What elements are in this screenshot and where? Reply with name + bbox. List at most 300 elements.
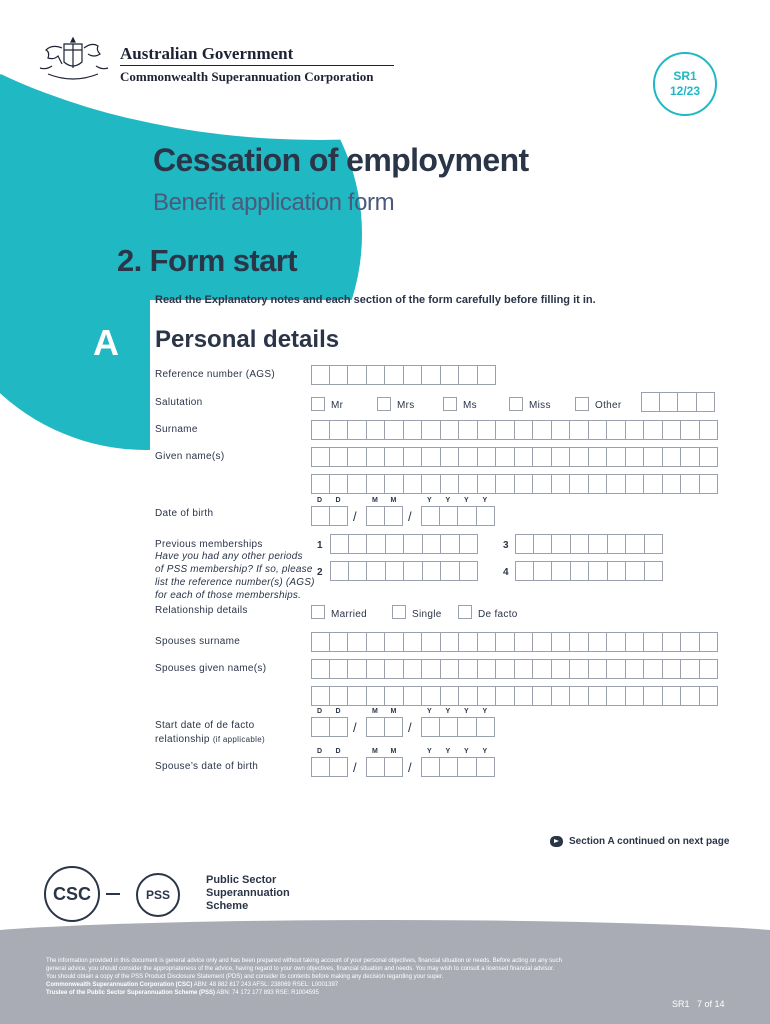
- input-cell[interactable]: [607, 659, 626, 679]
- input-cell[interactable]: [589, 534, 608, 554]
- pss-name-line: Scheme: [206, 900, 249, 912]
- input-cell[interactable]: [423, 534, 442, 554]
- input-cell[interactable]: [496, 659, 515, 679]
- section-letter: A: [93, 322, 119, 363]
- input-cell[interactable]: [644, 420, 663, 440]
- input-cell[interactable]: [478, 686, 497, 706]
- csc-details: ABN: 48 882 817 243 AFSL: 238069 RSEL: L0001397: [193, 982, 339, 988]
- input-cell[interactable]: [515, 474, 534, 494]
- input-cell[interactable]: [663, 632, 682, 652]
- input-cell[interactable]: [458, 757, 477, 777]
- input-cell[interactable]: [330, 534, 349, 554]
- input-cell[interactable]: [571, 561, 590, 581]
- hint-line: of PSS membership? If so, please: [155, 564, 313, 575]
- input-cell[interactable]: [311, 447, 330, 467]
- input-cell[interactable]: [700, 420, 719, 440]
- hint-line: list the reference number(s) (AGS): [155, 577, 315, 588]
- input-cell[interactable]: [386, 534, 405, 554]
- input-cell[interactable]: [644, 632, 663, 652]
- continued-text: Section A continued on next page: [569, 836, 730, 848]
- form-version: 12/23: [669, 84, 701, 98]
- input-cell[interactable]: [626, 659, 645, 679]
- de-facto-relationship-text: relationship: [155, 734, 210, 745]
- date-format-hint: Y: [427, 497, 433, 504]
- input-cell[interactable]: [348, 474, 367, 494]
- input-cell[interactable]: [681, 474, 700, 494]
- page-subtitle: Benefit application form: [153, 189, 395, 216]
- month-input[interactable]: [366, 757, 403, 777]
- salutation-mr-label: Mr: [331, 400, 344, 411]
- input-cell[interactable]: [458, 506, 477, 526]
- spouses-given-names-input-line1[interactable]: [311, 659, 718, 679]
- input-cell[interactable]: [366, 757, 385, 777]
- given-names-input-line1[interactable]: [311, 447, 718, 467]
- input-cell[interactable]: [385, 757, 404, 777]
- input-cell[interactable]: [367, 447, 386, 467]
- date-format-hint: Y: [464, 497, 470, 504]
- input-cell[interactable]: [552, 561, 571, 581]
- trustee-label: Trustee of the Public Sector Superannuation Scheme (PSS): [46, 990, 216, 996]
- input-cell[interactable]: [385, 447, 404, 467]
- input-cell[interactable]: [626, 447, 645, 467]
- membership-1-input[interactable]: [330, 534, 478, 554]
- date-separator: /: [408, 509, 412, 524]
- membership-number-3: 3: [503, 540, 509, 551]
- date-separator: /: [353, 509, 357, 524]
- salutation-miss-checkbox[interactable]: [509, 397, 523, 411]
- input-cell[interactable]: [681, 447, 700, 467]
- input-cell[interactable]: [441, 561, 460, 581]
- reference-number-input[interactable]: [311, 365, 496, 385]
- date-format-hint: M: [390, 748, 397, 755]
- input-cell[interactable]: [552, 686, 571, 706]
- input-cell[interactable]: [663, 420, 682, 440]
- input-cell[interactable]: [367, 659, 386, 679]
- de-facto-note: (if applicable): [212, 735, 265, 744]
- membership-4-input[interactable]: [515, 561, 663, 581]
- input-cell[interactable]: [441, 365, 460, 385]
- input-cell[interactable]: [459, 686, 478, 706]
- pss-logo: PSS: [136, 873, 180, 917]
- input-cell[interactable]: [459, 659, 478, 679]
- input-cell[interactable]: [441, 632, 460, 652]
- input-cell[interactable]: [700, 686, 719, 706]
- input-cell[interactable]: [385, 632, 404, 652]
- input-cell[interactable]: [385, 365, 404, 385]
- input-cell[interactable]: [552, 534, 571, 554]
- input-cell[interactable]: [367, 420, 386, 440]
- input-cell[interactable]: [459, 447, 478, 467]
- page-title: Cessation of employment: [153, 142, 529, 178]
- input-cell[interactable]: [681, 632, 700, 652]
- salutation-mrs-checkbox[interactable]: [377, 397, 391, 411]
- input-cell[interactable]: [570, 474, 589, 494]
- salutation-mrs-label: Mrs: [397, 400, 415, 411]
- input-cell[interactable]: [607, 632, 626, 652]
- date-format-hint: Y: [427, 748, 433, 755]
- input-cell[interactable]: [330, 632, 349, 652]
- input-cell[interactable]: [700, 447, 719, 467]
- input-cell[interactable]: [681, 659, 700, 679]
- input-cell[interactable]: [311, 365, 330, 385]
- input-cell[interactable]: [571, 534, 590, 554]
- input-cell[interactable]: [626, 474, 645, 494]
- input-cell[interactable]: [422, 632, 441, 652]
- input-cell[interactable]: [496, 686, 515, 706]
- input-cell[interactable]: [660, 392, 679, 412]
- input-cell[interactable]: [423, 561, 442, 581]
- input-cell[interactable]: [533, 474, 552, 494]
- relationship-details-label: Relationship details: [155, 605, 248, 616]
- input-cell[interactable]: [477, 757, 496, 777]
- membership-number-2: 2: [317, 567, 323, 578]
- csc-details-line: [46, 981, 696, 989]
- input-cell[interactable]: [663, 447, 682, 467]
- input-cell[interactable]: [367, 365, 386, 385]
- input-cell[interactable]: [478, 659, 497, 679]
- csc-label: Commonwealth Superannuation Corporation (CSC): [46, 982, 193, 988]
- input-cell[interactable]: [385, 717, 404, 737]
- input-cell[interactable]: [460, 561, 479, 581]
- hint-line: Have you had any other periods: [155, 551, 303, 562]
- relationship-defacto-checkbox[interactable]: [458, 605, 472, 619]
- input-cell[interactable]: [478, 632, 497, 652]
- input-cell[interactable]: [441, 659, 460, 679]
- date-separator: /: [408, 760, 412, 775]
- input-cell[interactable]: [330, 506, 349, 526]
- input-cell[interactable]: [478, 447, 497, 467]
- input-cell[interactable]: [348, 632, 367, 652]
- date-of-birth-label: Date of birth: [155, 508, 214, 519]
- input-cell[interactable]: [385, 506, 404, 526]
- input-cell[interactable]: [478, 365, 497, 385]
- input-cell[interactable]: [404, 474, 423, 494]
- input-cell[interactable]: [681, 420, 700, 440]
- spouses-surname-input[interactable]: [311, 632, 718, 652]
- input-cell[interactable]: [366, 717, 385, 737]
- input-cell[interactable]: [422, 365, 441, 385]
- input-cell[interactable]: [385, 474, 404, 494]
- input-cell[interactable]: [404, 561, 423, 581]
- input-cell[interactable]: [458, 717, 477, 737]
- input-cell[interactable]: [641, 392, 660, 412]
- date-format-hint: D: [335, 748, 342, 755]
- input-cell[interactable]: [700, 659, 719, 679]
- input-cell[interactable]: [421, 717, 440, 737]
- input-cell[interactable]: [589, 561, 608, 581]
- input-cell[interactable]: [533, 632, 552, 652]
- input-cell[interactable]: [440, 506, 459, 526]
- form-start-heading: 2. Form start: [117, 243, 297, 278]
- input-cell[interactable]: [422, 659, 441, 679]
- input-cell[interactable]: [385, 420, 404, 440]
- input-cell[interactable]: [348, 659, 367, 679]
- de-facto-start-label: Start date of de facto: [155, 720, 255, 731]
- input-cell[interactable]: [678, 392, 697, 412]
- input-cell[interactable]: [697, 392, 716, 412]
- input-cell[interactable]: [404, 447, 423, 467]
- input-cell[interactable]: [422, 420, 441, 440]
- input-cell[interactable]: [330, 686, 349, 706]
- input-cell[interactable]: [404, 659, 423, 679]
- disclaimer-line: general advice, you should consider the appropriateness of the advice, having regard to your own objectives, financial situation and needs. You may wish to consult a licensed financial advisor.: [46, 966, 555, 972]
- input-cell[interactable]: [311, 474, 330, 494]
- input-cell[interactable]: [386, 561, 405, 581]
- input-cell[interactable]: [515, 659, 534, 679]
- input-cell[interactable]: [330, 561, 349, 581]
- input-cell[interactable]: [422, 474, 441, 494]
- date-format-hint: M: [390, 708, 397, 715]
- input-cell[interactable]: [441, 474, 460, 494]
- input-cell[interactable]: [570, 447, 589, 467]
- input-cell[interactable]: [459, 474, 478, 494]
- input-cell[interactable]: [644, 447, 663, 467]
- date-format-hint: Y: [464, 708, 470, 715]
- spouses-surname-label: Spouses surname: [155, 636, 241, 647]
- pss-scheme-name: [206, 874, 290, 913]
- input-cell[interactable]: [608, 561, 627, 581]
- input-cell[interactable]: [311, 420, 330, 440]
- input-cell[interactable]: [330, 659, 349, 679]
- input-cell[interactable]: [330, 447, 349, 467]
- input-cell[interactable]: [348, 686, 367, 706]
- input-cell[interactable]: [311, 757, 330, 777]
- input-cell[interactable]: [460, 534, 479, 554]
- input-cell[interactable]: [404, 534, 423, 554]
- spouses-given-names-input-line2[interactable]: [311, 686, 718, 706]
- membership-2-input[interactable]: [330, 561, 478, 581]
- input-cell[interactable]: [681, 686, 700, 706]
- input-cell[interactable]: [626, 420, 645, 440]
- input-cell[interactable]: [421, 506, 440, 526]
- input-cell[interactable]: [404, 420, 423, 440]
- day-input[interactable]: [311, 757, 348, 777]
- date-format-hint: Y: [445, 708, 451, 715]
- input-cell[interactable]: [570, 659, 589, 679]
- input-cell[interactable]: [496, 632, 515, 652]
- relationship-married-checkbox[interactable]: [311, 605, 325, 619]
- surname-label: Surname: [155, 424, 198, 435]
- day-input[interactable]: [311, 717, 348, 737]
- input-cell[interactable]: [515, 534, 534, 554]
- salutation-label: Salutation: [155, 397, 203, 408]
- date-format-hint: D: [335, 708, 342, 715]
- input-cell[interactable]: [589, 420, 608, 440]
- input-cell[interactable]: [496, 474, 515, 494]
- input-cell[interactable]: [496, 447, 515, 467]
- input-cell[interactable]: [348, 447, 367, 467]
- salutation-other-checkbox[interactable]: [575, 397, 589, 411]
- input-cell[interactable]: [330, 717, 349, 737]
- date-format-hint: Y: [464, 748, 470, 755]
- input-cell[interactable]: [515, 447, 534, 467]
- date-format-hint: M: [372, 708, 379, 715]
- input-cell[interactable]: [663, 686, 682, 706]
- input-cell[interactable]: [459, 632, 478, 652]
- input-cell[interactable]: [534, 534, 553, 554]
- input-cell[interactable]: [422, 447, 441, 467]
- input-cell[interactable]: [441, 447, 460, 467]
- date-format-hint: D: [335, 497, 342, 504]
- input-cell[interactable]: [311, 632, 330, 652]
- input-cell[interactable]: [533, 686, 552, 706]
- spouse-dob-label: Spouse’s date of birth: [155, 761, 259, 772]
- input-cell[interactable]: [589, 447, 608, 467]
- input-cell[interactable]: [422, 686, 441, 706]
- disclaimer-line: You should obtain a copy of the PSS Product Disclosure Statement (PDS) and consider its contents before making any decision regarding your super.: [46, 974, 444, 980]
- input-cell[interactable]: [477, 717, 496, 737]
- date-separator: /: [353, 760, 357, 775]
- input-cell[interactable]: [348, 420, 367, 440]
- input-cell[interactable]: [645, 561, 664, 581]
- input-cell[interactable]: [663, 659, 682, 679]
- input-cell[interactable]: [626, 632, 645, 652]
- de-facto-start-label-line2: [155, 734, 265, 745]
- input-cell[interactable]: [626, 534, 645, 554]
- input-cell[interactable]: [515, 632, 534, 652]
- input-cell[interactable]: [366, 506, 385, 526]
- month-input[interactable]: [366, 717, 403, 737]
- input-cell[interactable]: [404, 632, 423, 652]
- input-cell[interactable]: [533, 420, 552, 440]
- disclaimer-line: The information provided in this document is general advice only and has been prepared without taking account of your personal objectives, financial situation or needs. Before acting on any such: [46, 958, 562, 964]
- input-cell[interactable]: [644, 659, 663, 679]
- logo-separator: [106, 893, 120, 895]
- form-code-badge: [653, 52, 717, 116]
- input-cell[interactable]: [534, 561, 553, 581]
- input-cell[interactable]: [663, 474, 682, 494]
- previous-memberships-hint: [155, 550, 315, 602]
- input-cell[interactable]: [348, 365, 367, 385]
- input-cell[interactable]: [385, 659, 404, 679]
- input-cell[interactable]: [367, 632, 386, 652]
- input-cell[interactable]: [607, 686, 626, 706]
- year-input[interactable]: [421, 506, 495, 526]
- input-cell[interactable]: [645, 534, 664, 554]
- input-cell[interactable]: [552, 632, 571, 652]
- surname-input[interactable]: [311, 420, 718, 440]
- input-cell[interactable]: [533, 659, 552, 679]
- input-cell[interactable]: [441, 420, 460, 440]
- government-title: Australian Government: [120, 44, 294, 63]
- input-cell[interactable]: [589, 659, 608, 679]
- year-input[interactable]: [421, 757, 495, 777]
- input-cell[interactable]: [311, 717, 330, 737]
- input-cell[interactable]: [570, 686, 589, 706]
- input-cell[interactable]: [515, 420, 534, 440]
- input-cell[interactable]: [477, 506, 496, 526]
- section-title: Personal details: [155, 326, 340, 353]
- input-cell[interactable]: [349, 561, 368, 581]
- form-code: SR1: [673, 69, 697, 83]
- salutation-other-label: Other: [595, 400, 622, 411]
- input-cell[interactable]: [367, 686, 386, 706]
- input-cell[interactable]: [608, 534, 627, 554]
- date-format-hint: D: [317, 748, 323, 755]
- salutation-other-input[interactable]: [641, 392, 715, 412]
- input-cell[interactable]: [607, 447, 626, 467]
- input-cell[interactable]: [404, 365, 423, 385]
- input-cell[interactable]: [607, 420, 626, 440]
- month-input[interactable]: [366, 506, 403, 526]
- input-cell[interactable]: [570, 420, 589, 440]
- given-names-input-line2[interactable]: [311, 474, 718, 494]
- input-cell[interactable]: [349, 534, 368, 554]
- input-cell[interactable]: [552, 420, 571, 440]
- input-cell[interactable]: [330, 474, 349, 494]
- input-cell[interactable]: [367, 474, 386, 494]
- salutation-mr-checkbox[interactable]: [311, 397, 325, 411]
- input-cell[interactable]: [570, 632, 589, 652]
- page-number: [672, 999, 725, 1009]
- date-format-hint: Y: [482, 497, 488, 504]
- input-cell[interactable]: [700, 632, 719, 652]
- input-cell[interactable]: [311, 659, 330, 679]
- input-cell[interactable]: [421, 757, 440, 777]
- input-cell[interactable]: [552, 659, 571, 679]
- input-cell[interactable]: [367, 561, 386, 581]
- year-input[interactable]: [421, 717, 495, 737]
- input-cell[interactable]: [385, 686, 404, 706]
- date-format-hint: Y: [482, 708, 488, 715]
- input-cell[interactable]: [459, 365, 478, 385]
- salutation-ms-checkbox[interactable]: [443, 397, 457, 411]
- input-cell[interactable]: [330, 757, 349, 777]
- input-cell[interactable]: [607, 474, 626, 494]
- csc-logo: CSC: [44, 866, 100, 922]
- input-cell[interactable]: [644, 474, 663, 494]
- date-separator: /: [408, 720, 412, 735]
- input-cell[interactable]: [311, 686, 330, 706]
- input-cell[interactable]: [440, 757, 459, 777]
- input-cell[interactable]: [440, 717, 459, 737]
- input-cell[interactable]: [552, 474, 571, 494]
- date-format-hint: D: [317, 497, 323, 504]
- input-cell[interactable]: [626, 686, 645, 706]
- input-cell[interactable]: [552, 447, 571, 467]
- input-cell[interactable]: [367, 534, 386, 554]
- input-cell[interactable]: [330, 420, 349, 440]
- input-cell[interactable]: [459, 420, 478, 440]
- input-cell[interactable]: [478, 420, 497, 440]
- input-cell[interactable]: [311, 506, 330, 526]
- footer-disclaimer: [46, 957, 696, 997]
- input-cell[interactable]: [626, 561, 645, 581]
- continued-note: [550, 836, 729, 847]
- coat-of-arms-logo: [34, 36, 112, 82]
- relationship-single-checkbox[interactable]: [392, 605, 406, 619]
- spouses-given-names-label: Spouses given name(s): [155, 663, 267, 674]
- input-cell[interactable]: [644, 686, 663, 706]
- input-cell[interactable]: [441, 686, 460, 706]
- input-cell[interactable]: [589, 686, 608, 706]
- date-format-hint: Y: [482, 748, 488, 755]
- input-cell[interactable]: [515, 561, 534, 581]
- input-cell[interactable]: [404, 686, 423, 706]
- salutation-miss-label: Miss: [529, 400, 551, 411]
- input-cell[interactable]: [496, 420, 515, 440]
- input-cell[interactable]: [441, 534, 460, 554]
- input-cell[interactable]: [330, 365, 349, 385]
- input-cell[interactable]: [589, 474, 608, 494]
- input-cell[interactable]: [478, 474, 497, 494]
- input-cell[interactable]: [589, 632, 608, 652]
- input-cell[interactable]: [700, 474, 719, 494]
- day-input[interactable]: [311, 506, 348, 526]
- membership-3-input[interactable]: [515, 534, 663, 554]
- input-cell[interactable]: [515, 686, 534, 706]
- input-cell[interactable]: [533, 447, 552, 467]
